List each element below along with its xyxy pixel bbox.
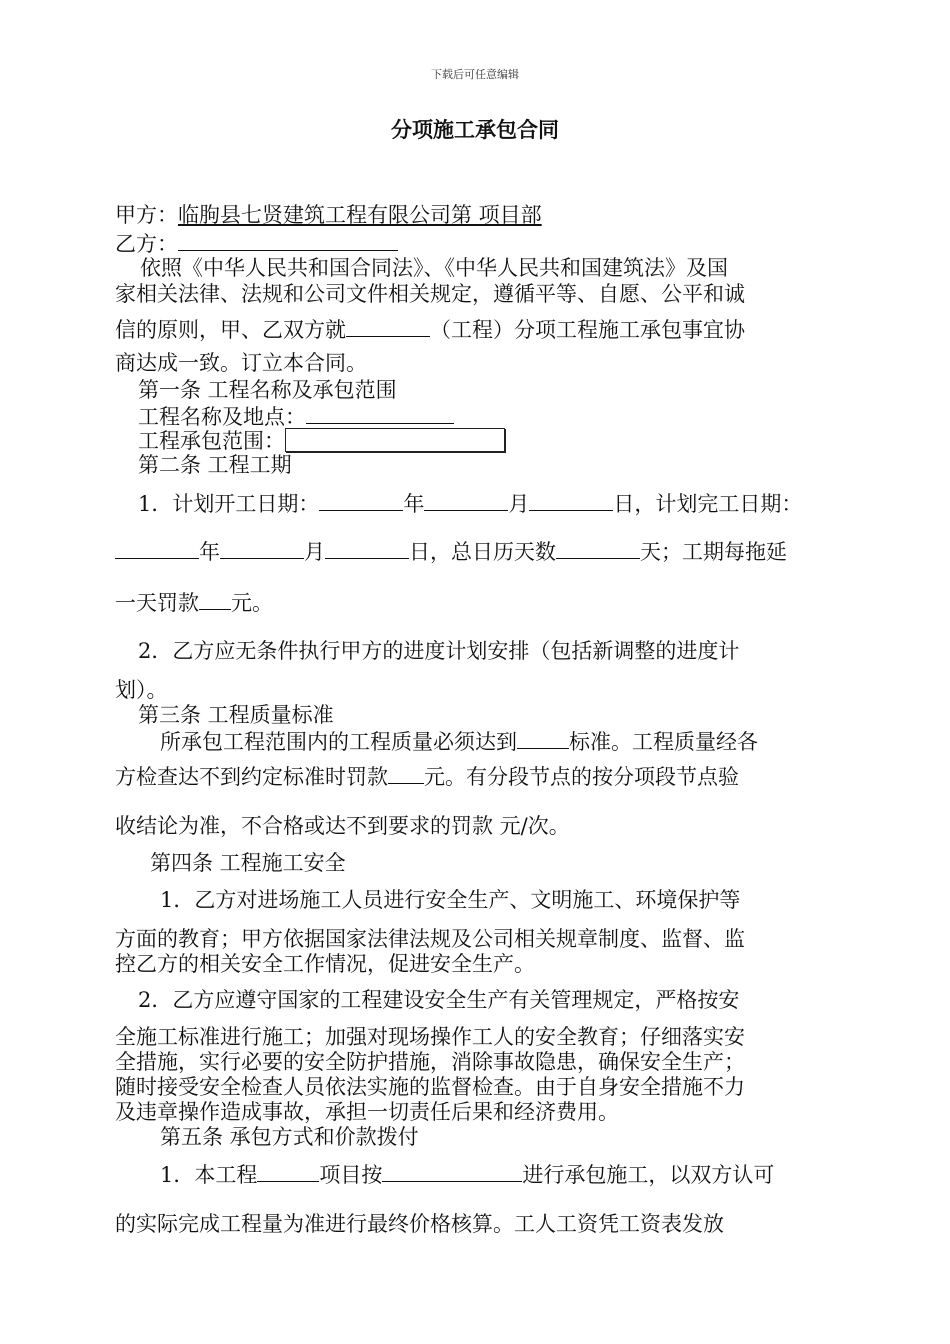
article-4-p2-line-5: 及违章操作造成事故，承担一切责任后果和经济费用。 [115, 1100, 619, 1124]
article-4-p1-line-2: 方面的教育；甲方依据国家法律法规及公司相关规章制度、监督、监 [115, 927, 745, 951]
intro-line-3a: 信的原则，甲、乙双方就 [115, 318, 346, 342]
article-2-title: 第二条 工程工期 [138, 453, 292, 477]
end-year-blank [115, 538, 199, 559]
start-month-blank [424, 490, 508, 511]
intro-line-4: 商达成一致。订立本合同。 [115, 351, 367, 375]
project-name-blank [306, 403, 454, 424]
quality-fine-label: 方检查达不到约定标准时罚款 [115, 765, 388, 789]
quality-label: 所承包工程范围内的工程质量必须达到 [160, 730, 517, 754]
article-4-p2-line-4: 随时接受安全检查人员依法实施的监督检查。由于自身安全措施不力 [115, 1075, 745, 1099]
contract-text: 进行承包施工，以双方认可 [522, 1163, 775, 1187]
total-days-label: 日，总日历天数 [409, 540, 556, 564]
quality-standard-blank [517, 728, 569, 749]
month-label: 月 [508, 492, 530, 516]
by-label: 项目按 [319, 1163, 383, 1187]
article-4-p2-line-2: 全施工标准进行施工；加强对现场操作工人的安全教育；仔细落实安 [115, 1025, 745, 1049]
party-b-line [115, 230, 398, 257]
project-label: 1．本工程 [160, 1163, 258, 1187]
document-title: 分项施工承包合同 [391, 117, 559, 142]
yuan-label: 元。 [231, 591, 273, 615]
end-date-label: 日，计划完工日期： [613, 492, 803, 516]
intro-line-3b: （工程）分项工程施工承包事宜协 [430, 318, 745, 342]
article-2-para-2-line-2: 划）。 [115, 678, 168, 702]
article-3-title: 第三条 工程质量标准 [138, 703, 334, 727]
header-note: 下载后可任意编辑 [431, 68, 519, 81]
project-name-line [138, 403, 454, 430]
project-blank [346, 316, 430, 337]
article-2-para-1-line-1 [138, 490, 802, 517]
article-4-p1-line-3: 控乙方的相关安全工作情况，促进安全生产。 [115, 952, 535, 976]
start-date-label: 1．计划开工日期： [138, 492, 320, 516]
end-month-blank [220, 538, 304, 559]
article-4-p1-line-1: 1．乙方对进场施工人员进行安全生产、文明施工、环境保护等 [160, 888, 741, 912]
intro-line-2: 家相关法律、法规和公司文件相关规定，遵循平等、自愿、公平和诚 [115, 282, 745, 306]
year-label: 年 [403, 492, 425, 516]
party-a-line [115, 202, 542, 228]
quality-fine-text: 元。有分段节点的按分项段节点验 [424, 765, 739, 789]
article-4-p2-line-3: 全措施，实行必要的安全防护措施，消除事故隐患，确保安全生产； [115, 1050, 745, 1074]
start-year-blank [319, 490, 403, 511]
project-name-label: 工程名称及地点： [138, 405, 306, 429]
scope-line [138, 428, 505, 454]
article-2-para-1-line-2 [115, 538, 787, 565]
intro-line-3 [115, 316, 745, 343]
quality-text: 标准。工程质量经各 [569, 730, 758, 754]
scope-label: 工程承包范围： [138, 429, 285, 453]
party-b-blank [178, 230, 398, 251]
project-item-blank [257, 1161, 319, 1182]
article-3-line-1 [160, 728, 758, 755]
delay-label: 天；工期每拖延 [640, 540, 787, 564]
quality-fine-blank [388, 763, 424, 784]
year-label: 年 [199, 540, 220, 564]
start-day-blank [529, 490, 613, 511]
party-a-value: 临朐县七贤建筑工程有限公司第 项目部 [178, 203, 542, 227]
delay-fine-blank [199, 589, 231, 610]
contract-method-blank [382, 1161, 522, 1182]
article-3-line-2 [115, 763, 739, 790]
article-4-p2-line-1: 2．乙方应遵守国家的工程建设安全生产有关管理规定，严格按安 [138, 988, 740, 1012]
intro-line-1: 依照《中华人民共和国合同法》、《中华人民共和国建筑法》及国 [140, 256, 728, 280]
article-5-line-2: 的实际完成工程量为准进行最终价格核算。工人工资凭工资表发放 [115, 1212, 724, 1236]
article-5-line-1 [160, 1161, 774, 1188]
article-1-title: 第一条 工程名称及承包范围 [138, 378, 397, 402]
article-3-line-3: 收结论为准，不合格或达不到要求的罚款 元/次。 [115, 814, 570, 838]
scope-box [285, 428, 505, 452]
month-label: 月 [304, 540, 325, 564]
delay-fine-label: 一天罚款 [115, 591, 199, 615]
article-2-para-2-line-1: 2．乙方应无条件执行甲方的进度计划安排（包括新调整的进度计 [138, 639, 740, 663]
end-day-blank [325, 538, 409, 559]
article-5-title: 第五条 承包方式和价款拨付 [160, 1125, 419, 1149]
party-b-label: 乙方： [115, 232, 178, 256]
article-2-para-1-line-3 [115, 589, 273, 616]
article-4-title: 第四条 工程施工安全 [150, 851, 346, 875]
total-days-blank [556, 538, 640, 559]
party-a-label: 甲方： [115, 203, 178, 227]
